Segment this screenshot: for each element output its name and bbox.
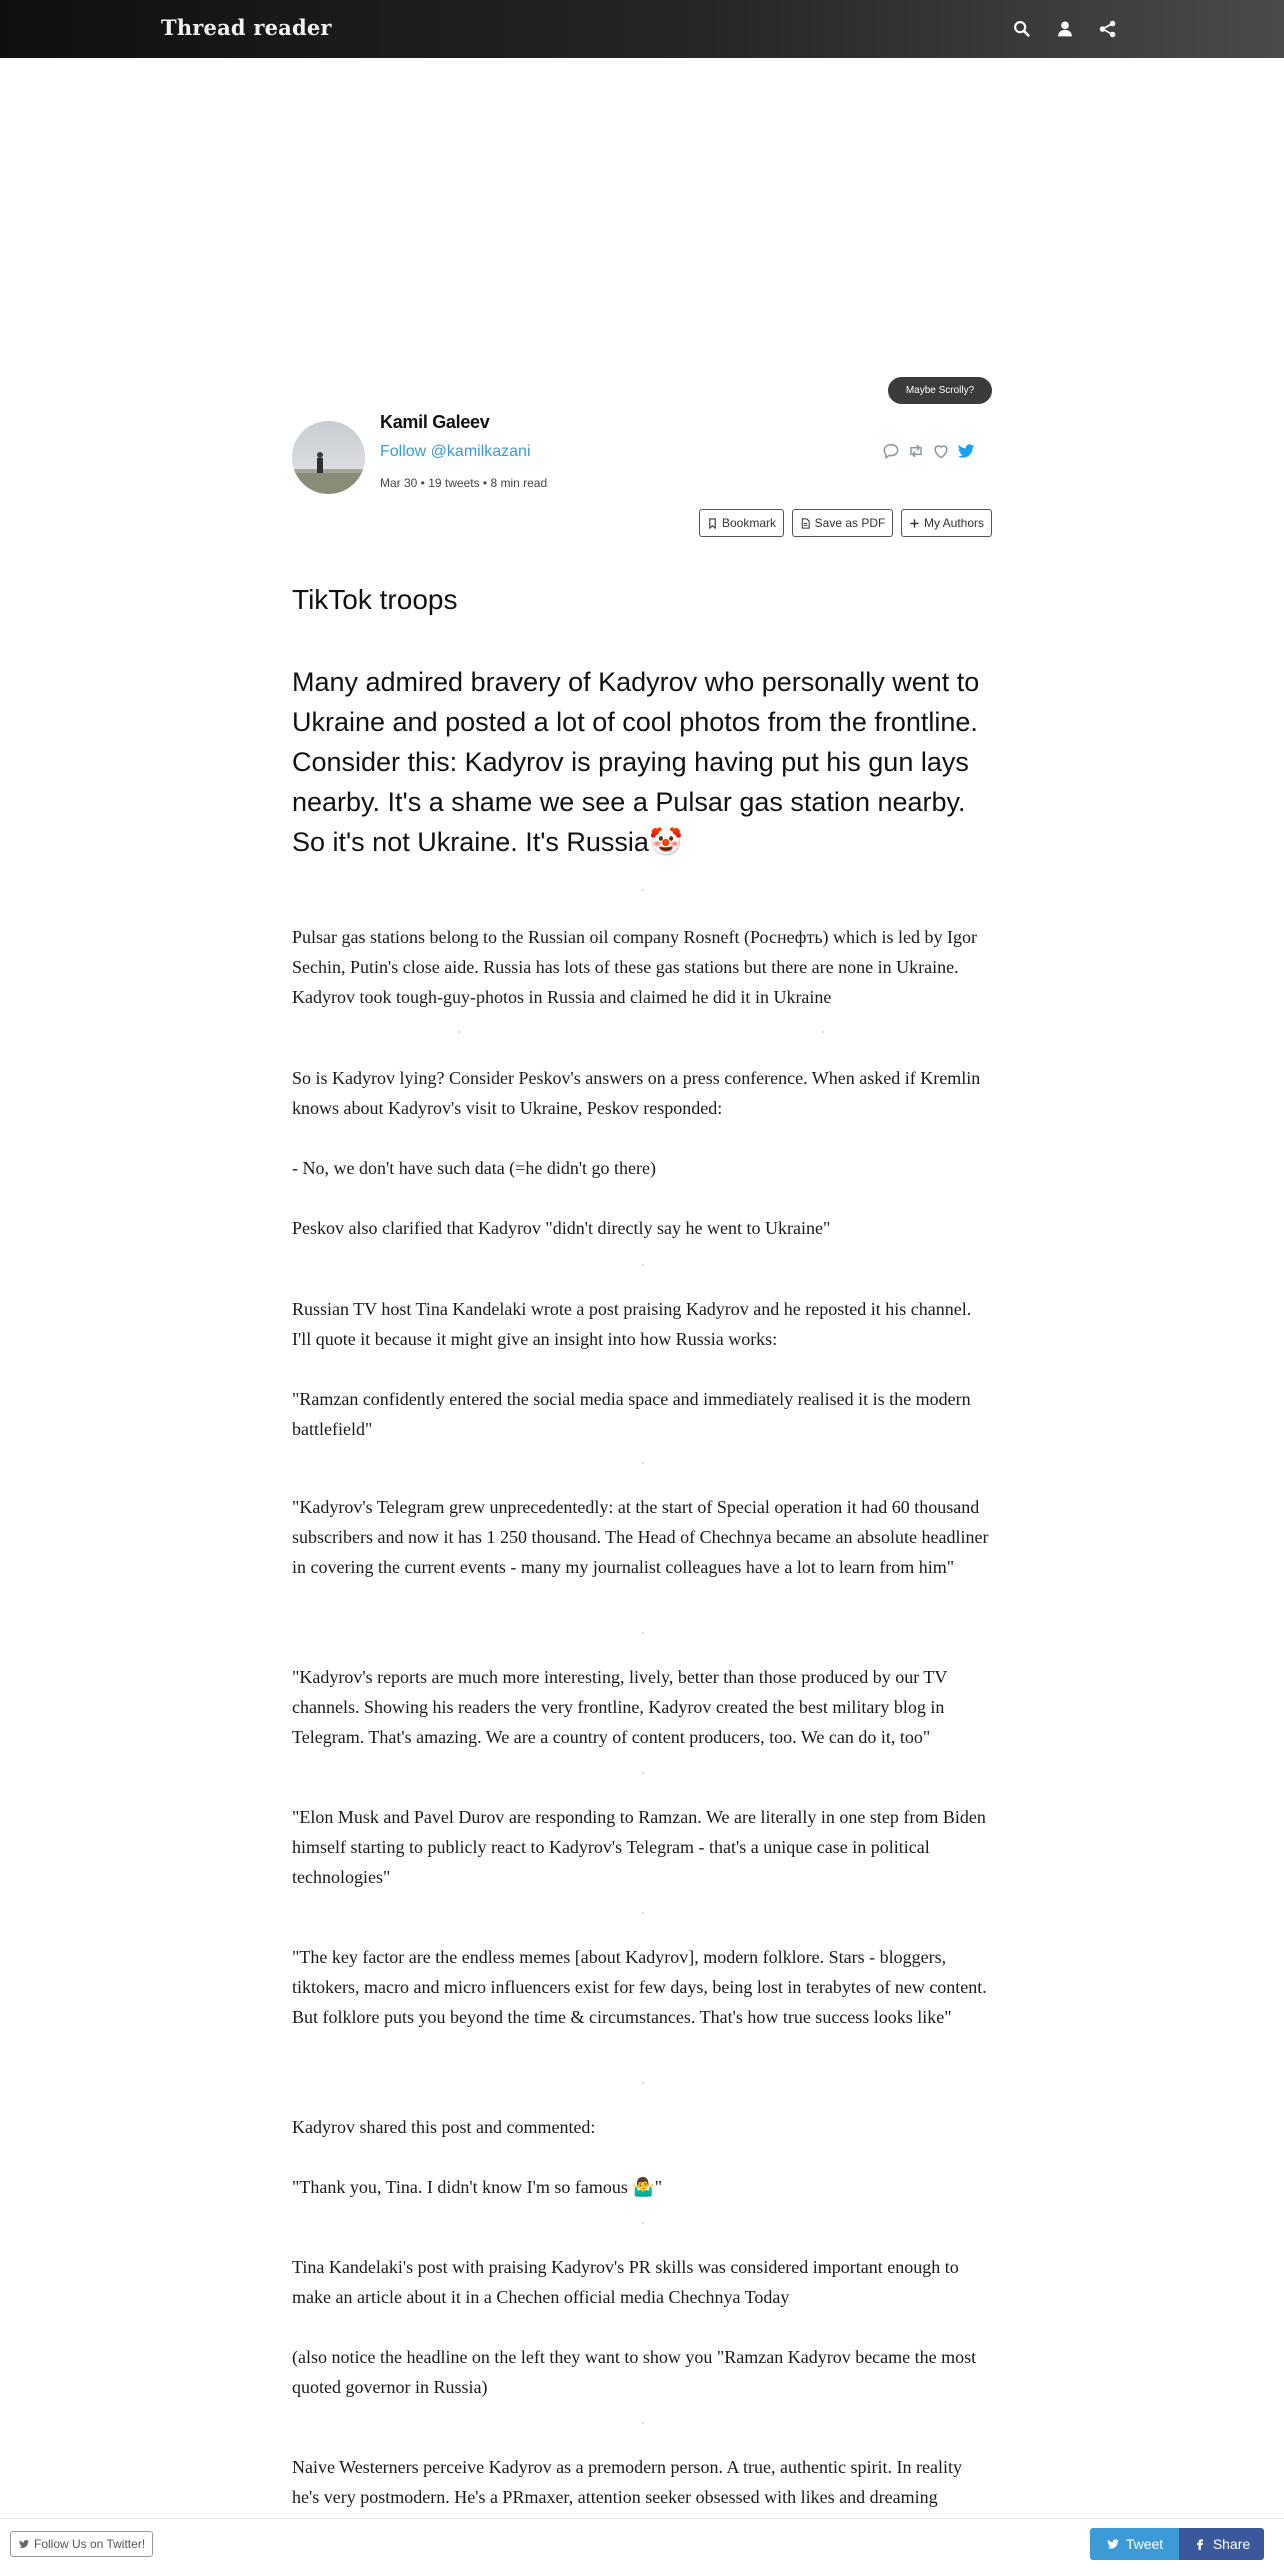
like-icon[interactable] [931, 441, 951, 461]
maybe-scrolly-button[interactable]: Maybe Scrolly? [888, 377, 992, 404]
tweet-paragraph: "Kadyrov's Telegram grew unprecedentedly: at the start of Special operation it had 60 thousand subscribers and now it has 1 250 thousand. The Head of Chechnya became an absolute headliner in covering the current events - many my journalist colleagues have a lot to learn from him" [292, 1497, 989, 1577]
twitter-bird-icon [1106, 2537, 1120, 2551]
separator-dot [642, 1264, 644, 1266]
tweet-paragraph: "Elon Musk and Pavel Durov are responding to Ramzan. We are literally in one step from Biden himself starting to publicly react to Kadyrov's Telegram - that's a unique case in political technologies" [292, 1807, 986, 1887]
tweet-button[interactable] [1090, 2528, 1179, 2560]
tweet-paragraph: Tina Kandelaki's post with praising Kadyrov's PR skills was considered important enough to make an article about it in a Chechen official media Chechnya Today [292, 2257, 959, 2307]
bottom-share-bar [0, 2518, 1284, 2568]
top-navbar [0, 0, 1284, 58]
brand-light: reader [253, 15, 332, 40]
tweet-action-icons [881, 441, 976, 463]
tweet-paragraph: - No, we don't have such data (=he didn't go there) [292, 1158, 657, 1178]
follow-author-link[interactable]: Follow @kamilkazani [380, 443, 531, 460]
tweet-paragraph: (also notice the headline on the left they want to show you "Ramzan Kadyrov became the most quoted governor in Russia) [292, 2347, 977, 2397]
separator-dot [642, 2222, 644, 2224]
my-authors-label: My Authors [923, 516, 985, 530]
ad-placeholder [0, 58, 1284, 368]
reply-icon[interactable] [881, 441, 901, 461]
thread-lead-tweet: Many admired bravery of Kadyrov who personally went to Ukraine and posted a lot of cool photos from the frontline. Consider this: Kadyrov is praying having put his gun lays nearby. It's a shame we see a Pulsar gas station nearby. So it's not Ukraine. It's Russia🤡 [292, 667, 980, 857]
save-pdf-button[interactable] [792, 509, 893, 537]
bookmark-label: Bookmark [721, 516, 777, 530]
twitter-bird-icon[interactable] [956, 441, 976, 461]
separator-dot [642, 1462, 644, 1464]
author-name[interactable]: Kamil Galeev [380, 412, 490, 432]
separator-dot [642, 1912, 644, 1914]
share-icon[interactable] [1097, 18, 1119, 40]
search-icon[interactable] [1011, 18, 1033, 40]
tweet-paragraph: So is Kadyrov lying? Consider Peskov's answers on a press conference. When asked if Kremlin knows about Kadyrov's visit to Ukraine, Peskov responded: [292, 1068, 981, 1118]
brand-bold: Thread [161, 15, 246, 40]
my-authors-button[interactable] [901, 509, 992, 537]
follow-us-label: Follow Us on Twitter! [34, 2537, 146, 2551]
share-label: Share [1212, 2536, 1251, 2552]
facebook-share-button[interactable] [1179, 2528, 1264, 2560]
separator-dot [642, 2082, 644, 2084]
tweet-paragraph: Pulsar gas stations belong to the Russian oil company Rosneft (Роснефть) which is led by Igor Sechin, Putin's close aide. Russia has lots of these gas stations but there are none in Ukraine. Kadyrov took tough-guy-photos in Russia and claimed he did it in Ukraine [292, 927, 978, 1007]
twitter-bird-icon [18, 2538, 30, 2550]
tweet-paragraph: "The key factor are the endless memes [about Kadyrov], modern folklore. Stars - bloggers, tiktokers, macro and micro influencers exist for few days, being lost in terabytes of new content. But folklore puts you beyond the time & circumstances. That's how true success looks like" [292, 1947, 987, 2027]
separator-dot [822, 1031, 824, 1033]
site-logo[interactable] [161, 15, 332, 40]
tweet-paragraph: Naive Westerners perceive Kadyrov as a premodern person. A true, authentic spirit. In reality he's very postmodern. He's a PRmaxer, attention seeker obsessed with likes and dreaming [292, 2457, 962, 2507]
thread-title: TikTok troops [292, 584, 458, 615]
tweet-paragraph: "Ramzan confidently entered the social media space and immediately realised it is the modern battlefield" [292, 1389, 971, 1439]
tweet-paragraph: Russian TV host Tina Kandelaki wrote a post praising Kadyrov and he reposted it his channel. I'll quote it because it might give an insight into how Russia works: [292, 1299, 972, 1349]
separator-dot [642, 1632, 644, 1634]
separator-dot [642, 889, 644, 891]
separator-dot [458, 1031, 460, 1033]
thread-meta: Mar 30 • 19 tweets • 8 min read [380, 476, 548, 490]
tweet-paragraph: "Kadyrov's reports are much more interesting, lively, better than those produced by our TV channels. Showing his readers the very frontline, Kadyrov created the best military blog in Telegram. That's amazing. We are a country of content producers, too. We can do it, too" [292, 1667, 948, 1747]
follow-us-twitter-button[interactable] [10, 2531, 153, 2557]
tweet-label: Tweet [1125, 2536, 1164, 2552]
user-icon[interactable] [1054, 18, 1076, 40]
plus-icon [909, 518, 920, 529]
separator-dot [642, 1772, 644, 1774]
save-pdf-label: Save as PDF [814, 516, 886, 530]
bookmark-icon [707, 518, 718, 529]
bookmark-button[interactable] [699, 509, 784, 537]
retweet-icon[interactable] [906, 441, 926, 461]
tweet-paragraph: Kadyrov shared this post and commented: [292, 2117, 596, 2137]
separator-dot [642, 2422, 644, 2424]
facebook-icon [1193, 2537, 1207, 2551]
pdf-file-icon [800, 518, 811, 529]
tweet-paragraph: Peskov also clarified that Kadyrov "didn't directly say he went to Ukraine" [292, 1218, 831, 1238]
avatar[interactable] [292, 421, 365, 494]
tweet-paragraph: "Thank you, Tina. I didn't know I'm so famous 🤷‍♂️" [292, 2177, 663, 2197]
